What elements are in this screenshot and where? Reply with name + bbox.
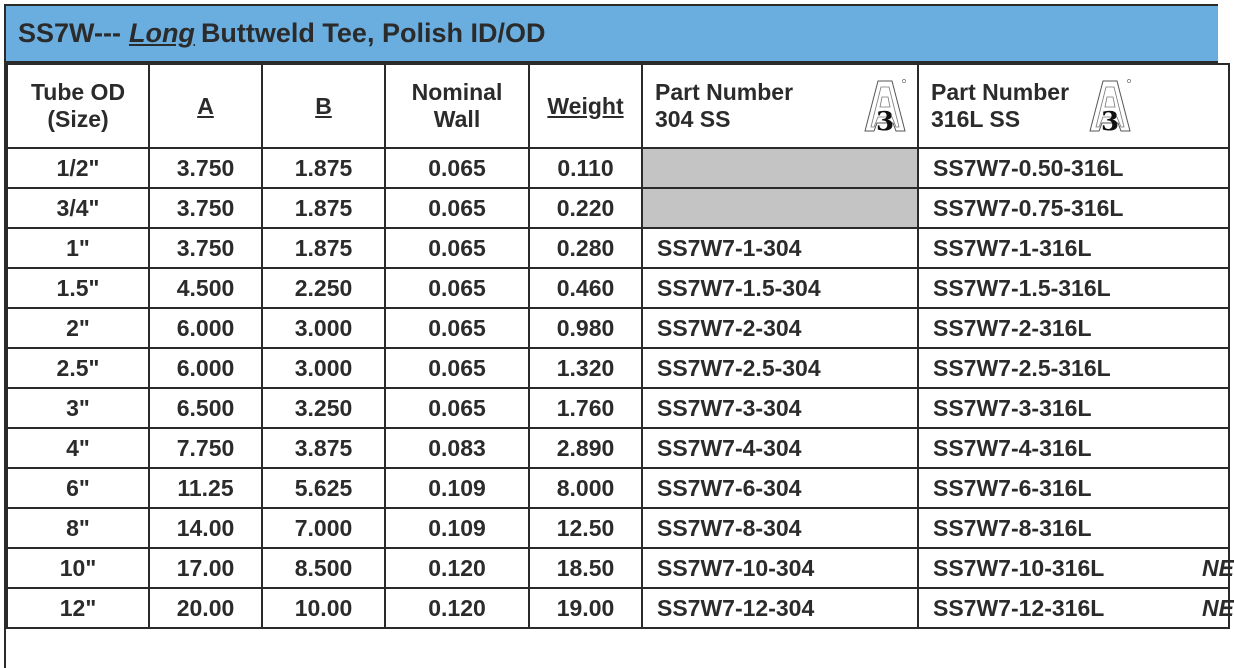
cell-b bbox=[262, 188, 385, 228]
cell-part-number-304 bbox=[642, 588, 918, 628]
header-nominal-wall bbox=[385, 64, 529, 148]
cell-weight-text: 0.980 bbox=[556, 314, 615, 341]
cell-b-text: 2.250 bbox=[294, 274, 353, 301]
cell-a bbox=[149, 228, 262, 268]
cell-nominal-wall bbox=[385, 468, 529, 508]
cell-weight bbox=[529, 268, 642, 308]
table-row bbox=[7, 148, 1229, 188]
cell-b-text: 3.875 bbox=[294, 434, 353, 461]
title-emphasis: Long bbox=[128, 18, 195, 48]
cell-b-text: 3.250 bbox=[294, 394, 353, 421]
cell-b bbox=[262, 228, 385, 268]
cell-part-number-304-text: SS7W7-8-304 bbox=[657, 514, 802, 541]
cell-weight bbox=[529, 148, 642, 188]
table-title bbox=[6, 6, 1218, 63]
cell-part-number-304-text: SS7W7-4-304 bbox=[657, 434, 802, 461]
table-row bbox=[7, 588, 1229, 628]
cell-a-text: 6.000 bbox=[176, 354, 235, 381]
cell-a-text: 17.00 bbox=[176, 554, 235, 581]
cell-size-text: 2" bbox=[66, 314, 90, 341]
cell-size-text: 1" bbox=[66, 234, 90, 261]
cell-part-number-304 bbox=[642, 428, 918, 468]
header-part-number-304 bbox=[642, 64, 918, 148]
cell-nominal-wall-text: 0.065 bbox=[428, 314, 486, 341]
cell-weight-text: 0.110 bbox=[557, 154, 614, 181]
cell-part-number-316 bbox=[918, 228, 1229, 268]
cell-a bbox=[149, 148, 262, 188]
table-row bbox=[7, 228, 1229, 268]
cell-nominal-wall bbox=[385, 428, 529, 468]
cell-b-text: 10.00 bbox=[294, 594, 353, 621]
cell-b-text: 8.500 bbox=[294, 554, 353, 581]
cell-part-number-316 bbox=[918, 388, 1229, 428]
cell-a-text: 7.750 bbox=[176, 434, 235, 461]
table-row bbox=[7, 428, 1229, 468]
cell-size-text: 3/4" bbox=[56, 194, 100, 221]
cell-a bbox=[149, 308, 262, 348]
cell-nominal-wall bbox=[385, 228, 529, 268]
cell-b-text: 3.000 bbox=[294, 314, 353, 341]
cell-part-number-304 bbox=[642, 268, 918, 308]
cell-nominal-wall bbox=[385, 148, 529, 188]
cell-weight bbox=[529, 348, 642, 388]
cell-weight-text: 1.760 bbox=[556, 394, 615, 421]
cell-weight bbox=[529, 308, 642, 348]
cell-weight-text: 19.00 bbox=[556, 594, 615, 621]
cell-part-number-316 bbox=[918, 468, 1229, 508]
cell-weight bbox=[529, 388, 642, 428]
header-nominal-line2: Wall bbox=[433, 106, 481, 132]
cell-nominal-wall-text: 0.083 bbox=[428, 434, 486, 461]
cell-nominal-wall-text: 0.065 bbox=[428, 234, 486, 261]
cell-part-number-304 bbox=[642, 388, 918, 428]
cell-size bbox=[7, 508, 149, 548]
cell-part-number-316-text: SS7W7-4-316L bbox=[933, 434, 1092, 461]
cell-size-text: 2.5" bbox=[56, 354, 100, 381]
cell-size-text: 3" bbox=[66, 394, 90, 421]
cell-nominal-wall bbox=[385, 548, 529, 588]
cell-part-number-316-text: SS7W7-10-316L bbox=[933, 554, 1105, 581]
header-pn304-line2: 304 SS bbox=[655, 106, 731, 132]
cell-nominal-wall bbox=[385, 268, 529, 308]
table-row bbox=[7, 548, 1229, 588]
cell-b bbox=[262, 148, 385, 188]
cell-size bbox=[7, 588, 149, 628]
cell-a bbox=[149, 388, 262, 428]
cell-b-text: 1.875 bbox=[294, 234, 353, 261]
cell-size-text: 12" bbox=[59, 594, 97, 621]
cell-size-text: 10" bbox=[59, 554, 97, 581]
cell-part-number-316 bbox=[918, 188, 1229, 228]
cell-nominal-wall-text: 0.065 bbox=[428, 194, 486, 221]
header-weight bbox=[529, 64, 642, 148]
cell-weight-text: 0.460 bbox=[556, 274, 615, 301]
header-pn316-line2: 316L SS bbox=[931, 106, 1021, 132]
table-row bbox=[7, 508, 1229, 548]
cell-part-number-316-text: SS7W7-2.5-316L bbox=[933, 354, 1111, 381]
cell-weight-text: 18.50 bbox=[556, 554, 615, 581]
table-row bbox=[7, 388, 1229, 428]
cell-a bbox=[149, 508, 262, 548]
cell-part-number-316-text: SS7W7-8-316L bbox=[933, 514, 1092, 541]
table-row bbox=[7, 468, 1229, 508]
cell-a bbox=[149, 268, 262, 308]
cell-a-text: 14.00 bbox=[176, 514, 235, 541]
cell-weight bbox=[529, 468, 642, 508]
cell-size-text: 4" bbox=[66, 434, 90, 461]
cell-part-number-316-text: SS7W7-0.75-316L bbox=[933, 194, 1124, 221]
cell-part-number-316-text: SS7W7-0.50-316L bbox=[933, 154, 1124, 181]
header-tube-od-line1: Tube OD bbox=[30, 79, 126, 105]
cell-b-text: 7.000 bbox=[294, 514, 353, 541]
cell-b bbox=[262, 468, 385, 508]
cell-b bbox=[262, 348, 385, 388]
logo-digit: 3 bbox=[875, 107, 895, 137]
cell-nominal-wall bbox=[385, 348, 529, 388]
cell-a bbox=[149, 428, 262, 468]
cell-a bbox=[149, 188, 262, 228]
header-pn304-line1: Part Number bbox=[655, 79, 794, 105]
spec-sheet bbox=[4, 4, 1234, 668]
cell-nominal-wall-text: 0.065 bbox=[428, 274, 486, 301]
cell-weight bbox=[529, 548, 642, 588]
cell-weight bbox=[529, 508, 642, 548]
cell-part-number-304-text: SS7W7-3-304 bbox=[657, 394, 802, 421]
cell-size bbox=[7, 548, 149, 588]
cell-part-number-316 bbox=[918, 428, 1229, 468]
title-description: Buttweld Tee, Polish ID/OD bbox=[200, 18, 546, 48]
header-b-label: B bbox=[315, 92, 332, 119]
cell-a-text: 11.25 bbox=[177, 474, 234, 501]
cell-part-number-304 bbox=[642, 468, 918, 508]
cell-size bbox=[7, 428, 149, 468]
table-body bbox=[7, 148, 1234, 628]
cell-part-number-304-text: SS7W7-6-304 bbox=[657, 474, 802, 501]
cell-nominal-wall-text: 0.109 bbox=[428, 474, 486, 501]
header-a-label: A bbox=[197, 92, 214, 119]
cell-b bbox=[262, 388, 385, 428]
cell-b-text: 5.625 bbox=[294, 474, 353, 501]
header-a bbox=[149, 64, 262, 148]
header-part-number-316 bbox=[918, 64, 1229, 148]
cell-nominal-wall-text: 0.120 bbox=[428, 594, 486, 621]
cell-part-number-304 bbox=[642, 188, 918, 228]
cell-weight bbox=[529, 428, 642, 468]
cell-a-text: 3.750 bbox=[176, 194, 235, 221]
cell-part-number-304 bbox=[642, 548, 918, 588]
table-row bbox=[7, 268, 1229, 308]
cell-part-number-304 bbox=[642, 308, 918, 348]
cell-part-number-304 bbox=[642, 508, 918, 548]
cell-part-number-304-text: SS7W7-1.5-304 bbox=[657, 274, 821, 301]
cell-part-number-316 bbox=[918, 148, 1229, 188]
cell-part-number-304-text: SS7W7-2-304 bbox=[657, 314, 802, 341]
header-row bbox=[7, 64, 1229, 148]
cell-size bbox=[7, 388, 149, 428]
cell-part-number-316-text: SS7W7-1-316L bbox=[933, 234, 1092, 261]
title-code: SS7W--- bbox=[18, 18, 121, 48]
fittings-table bbox=[6, 63, 1234, 629]
cell-size-text: 1/2" bbox=[56, 154, 100, 181]
cell-a-text: 4.500 bbox=[176, 274, 235, 301]
table-row bbox=[7, 188, 1229, 228]
cell-b bbox=[262, 428, 385, 468]
header-nominal-line1: Nominal bbox=[411, 79, 503, 105]
cell-a-text: 20.00 bbox=[176, 594, 235, 621]
a3-logo-icon bbox=[1088, 77, 1132, 135]
cell-part-number-316 bbox=[918, 588, 1234, 628]
cell-a bbox=[149, 588, 262, 628]
cell-size bbox=[7, 308, 149, 348]
cell-nominal-wall bbox=[385, 188, 529, 228]
cell-size-text: 1.5" bbox=[56, 274, 100, 301]
header-b bbox=[262, 64, 385, 148]
cell-part-number-304-text: SS7W7-2.5-304 bbox=[657, 354, 821, 381]
header-weight-label: Weight bbox=[547, 92, 624, 119]
cell-part-number-304 bbox=[642, 228, 918, 268]
cell-size bbox=[7, 268, 149, 308]
cell-b bbox=[262, 548, 385, 588]
cell-size bbox=[7, 148, 149, 188]
cell-a bbox=[149, 548, 262, 588]
cell-nominal-wall-text: 0.120 bbox=[428, 554, 486, 581]
cell-part-number-316 bbox=[918, 348, 1229, 388]
cell-nominal-wall-text: 0.065 bbox=[428, 394, 486, 421]
new-badge: NE bbox=[1202, 554, 1234, 581]
cell-part-number-316-text: SS7W7-12-316L bbox=[933, 594, 1105, 621]
cell-part-number-316 bbox=[918, 508, 1229, 548]
cell-weight bbox=[529, 228, 642, 268]
cell-b bbox=[262, 588, 385, 628]
header-tube-od-line2: (Size) bbox=[47, 106, 109, 132]
cell-nominal-wall bbox=[385, 308, 529, 348]
cell-size-text: 8" bbox=[66, 514, 90, 541]
cell-size bbox=[7, 468, 149, 508]
cell-part-number-304 bbox=[642, 348, 918, 388]
cell-a-text: 6.000 bbox=[176, 314, 235, 341]
a3-logo-icon bbox=[863, 77, 907, 135]
cell-weight-text: 0.220 bbox=[556, 194, 615, 221]
cell-nominal-wall bbox=[385, 588, 529, 628]
table-row bbox=[7, 308, 1229, 348]
cell-part-number-304-text: SS7W7-10-304 bbox=[657, 554, 815, 581]
cell-b bbox=[262, 268, 385, 308]
cell-nominal-wall-text: 0.109 bbox=[428, 514, 486, 541]
cell-weight bbox=[529, 588, 642, 628]
cell-part-number-304-text: SS7W7-1-304 bbox=[657, 234, 802, 261]
cell-a-text: 3.750 bbox=[176, 234, 235, 261]
cell-weight bbox=[529, 188, 642, 228]
cell-nominal-wall-text: 0.065 bbox=[428, 154, 486, 181]
cell-weight-text: 1.320 bbox=[556, 354, 615, 381]
cell-b bbox=[262, 308, 385, 348]
cell-weight-text: 12.50 bbox=[556, 514, 615, 541]
cell-nominal-wall bbox=[385, 388, 529, 428]
cell-a-text: 6.500 bbox=[176, 394, 235, 421]
cell-b-text: 1.875 bbox=[294, 154, 353, 181]
cell-size-text: 6" bbox=[66, 474, 90, 501]
cell-size bbox=[7, 228, 149, 268]
cell-weight-text: 2.890 bbox=[556, 434, 615, 461]
header-pn316-line1: Part Number bbox=[931, 79, 1070, 105]
cell-part-number-316-text: SS7W7-3-316L bbox=[933, 394, 1092, 421]
cell-weight-text: 8.000 bbox=[556, 474, 615, 501]
table-row bbox=[7, 348, 1229, 388]
cell-a bbox=[149, 348, 262, 388]
cell-b-text: 3.000 bbox=[294, 354, 353, 381]
cell-size bbox=[7, 348, 149, 388]
cell-nominal-wall-text: 0.065 bbox=[428, 354, 486, 381]
cell-b-text: 1.875 bbox=[294, 194, 353, 221]
cell-b bbox=[262, 508, 385, 548]
header-tube-od bbox=[7, 64, 149, 148]
cell-weight-text: 0.280 bbox=[556, 234, 615, 261]
new-badge: NE bbox=[1202, 594, 1234, 621]
logo-digit: 3 bbox=[1100, 107, 1120, 137]
cell-nominal-wall bbox=[385, 508, 529, 548]
cell-a bbox=[149, 468, 262, 508]
cell-size bbox=[7, 188, 149, 228]
cell-part-number-316-text: SS7W7-2-316L bbox=[933, 314, 1092, 341]
cell-part-number-316-text: SS7W7-1.5-316L bbox=[933, 274, 1111, 301]
cell-part-number-304 bbox=[642, 148, 918, 188]
cell-part-number-304-text: SS7W7-12-304 bbox=[657, 594, 815, 621]
cell-part-number-316 bbox=[918, 308, 1229, 348]
cell-part-number-316-text: SS7W7-6-316L bbox=[933, 474, 1092, 501]
cell-part-number-316 bbox=[918, 268, 1229, 308]
cell-part-number-316 bbox=[918, 548, 1234, 588]
cell-a-text: 3.750 bbox=[176, 154, 235, 181]
